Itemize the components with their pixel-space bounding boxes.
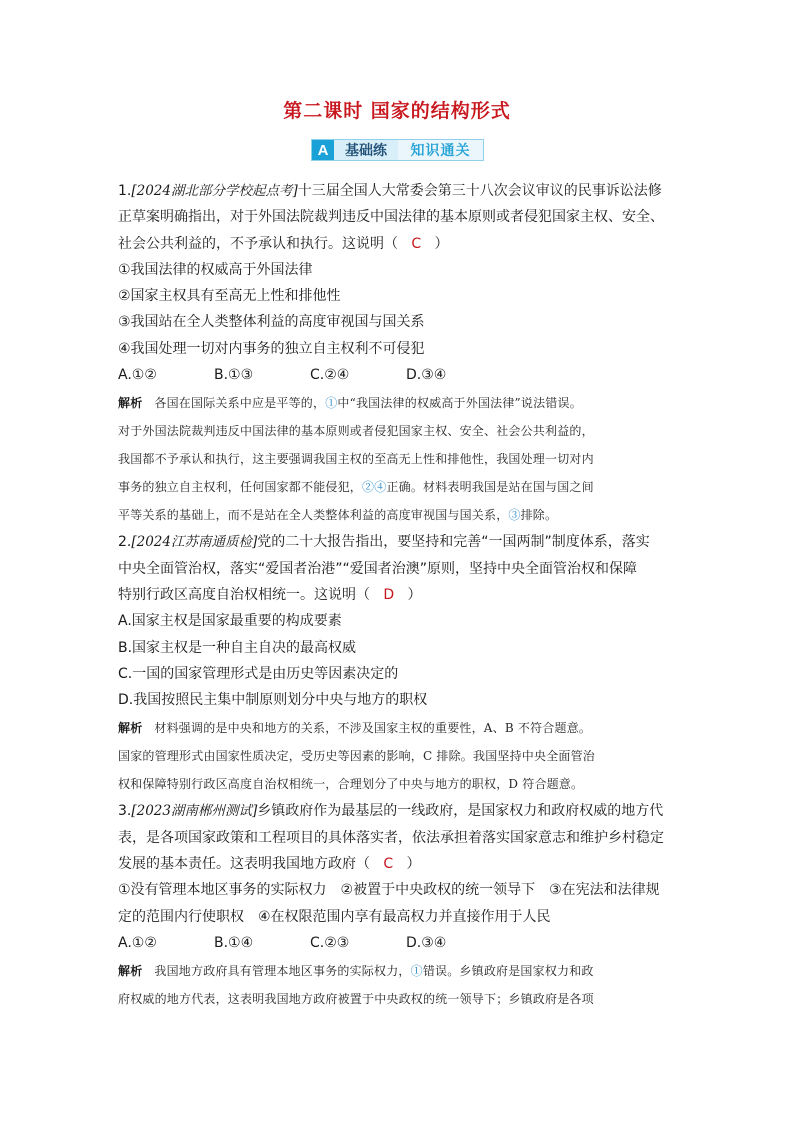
choice-item: ③我国站在全人类整体利益的高度审视国与国关系 bbox=[118, 314, 425, 331]
question-source: [2024湖北部分学校起点考] bbox=[131, 183, 298, 199]
question-stem-line bbox=[118, 529, 678, 555]
question-number: 2. bbox=[118, 534, 132, 551]
stem-text: 十三届全国人大常委会第三十八次会议审议的民事诉讼法修 bbox=[297, 183, 662, 199]
question-3 bbox=[118, 798, 678, 1013]
question-number: 3. bbox=[118, 803, 132, 820]
answer-options bbox=[118, 362, 678, 388]
explanation-ref: ① bbox=[410, 964, 423, 979]
explanation-line: 府权威的地方代表，这表明我国地方政府被置于中央政权的统一领导下；乡镇政府是各项 bbox=[118, 992, 594, 1007]
answer-mark: D bbox=[383, 586, 395, 603]
stem-text: ） bbox=[407, 586, 422, 603]
choice-item: 定的范围内行使职权 ④在权限范围内享有最高权力并直接作用于人民 bbox=[118, 908, 551, 925]
question-1 bbox=[118, 178, 678, 529]
explanation-line: 对于外国法院裁判违反中国法律的基本原则或者侵犯国家主权、安全、社会公共利益的， bbox=[118, 424, 594, 439]
question-stem-line: 正草案明确指出，对于外国法院裁判违反中国法律的基本原则或者侵犯国家主权、安全、 bbox=[118, 209, 664, 226]
page-title: 第二课时 国家的结构形式 bbox=[283, 100, 511, 122]
question-source: [2024江苏南通质检] bbox=[131, 534, 258, 551]
badge-label-basic: 基础练 bbox=[334, 140, 398, 160]
choice-item: A.国家主权是国家最重要的构成要素 bbox=[118, 613, 342, 630]
explanation-ref: ②④ bbox=[362, 480, 387, 495]
badge-label-knowledge: 知识通关 bbox=[398, 140, 483, 160]
choice-item: B.国家主权是一种自主自决的最高权威 bbox=[118, 639, 357, 656]
option-a: A.①② bbox=[118, 934, 157, 951]
explanation-label: 解析 bbox=[118, 721, 143, 736]
stem-text: 发展的基本责任。这表明我国地方政府（ bbox=[118, 856, 370, 873]
explanation-line bbox=[118, 501, 678, 529]
explanation-text: 错误。乡镇政府是国家权力和政 bbox=[422, 964, 594, 979]
answer-mark: C bbox=[411, 235, 422, 252]
question-list bbox=[118, 178, 678, 1013]
option-c: C.②④ bbox=[310, 367, 350, 384]
question-stem-line: 表，是各项国家政策和工程项目的具体落实者，依法承担着落实国家意志和维护乡村稳定 bbox=[118, 829, 664, 846]
question-stem-line bbox=[118, 582, 678, 608]
option-a: A.①② bbox=[118, 367, 157, 384]
option-b: B.①③ bbox=[214, 367, 254, 384]
choice-item: ④我国处理一切对内事务的独立自主权利不可侵犯 bbox=[118, 340, 425, 357]
explanation-line: 我国都不予承认和执行，这主要强调我国主权的至高无上性和排他性，我国处理一切对内 bbox=[118, 452, 594, 467]
stem-text: ） bbox=[434, 235, 449, 252]
explanation-text: 事务的独立自主权利，任何国家都不能侵犯， bbox=[118, 480, 363, 495]
explanation-line bbox=[118, 957, 678, 985]
choice-item: C.一国的国家管理形式是由历史等因素决定的 bbox=[118, 665, 399, 682]
badge-letter: A bbox=[312, 140, 334, 160]
choice-item: D.我国按照民主集中制原则划分中央与地方的职权 bbox=[118, 692, 428, 709]
choice-item: ②国家主权具有至高无上性和排他性 bbox=[118, 288, 341, 305]
option-c: C.②③ bbox=[310, 934, 350, 951]
question-stem-line bbox=[118, 231, 678, 257]
explanation-ref: ① bbox=[325, 396, 338, 411]
section-badge bbox=[311, 139, 484, 161]
question-number: 1. bbox=[118, 183, 132, 199]
answer-options bbox=[118, 930, 678, 956]
question-stem-line bbox=[118, 178, 678, 204]
option-b: B.①④ bbox=[214, 934, 254, 951]
explanation-text: 排除。 bbox=[520, 508, 558, 523]
explanation bbox=[118, 957, 678, 1013]
explanation-label: 解析 bbox=[118, 396, 143, 411]
explanation-text: 各国在国际关系中应是平等的， bbox=[154, 396, 326, 411]
choice-item: ①没有管理本地区事务的实际权力 ②被置于中央政权的统一领导下 ③在宪法和法律规 bbox=[118, 882, 660, 899]
explanation-line bbox=[118, 389, 678, 417]
explanation bbox=[118, 389, 678, 529]
answer-mark: C bbox=[383, 856, 394, 873]
question-source: [2023湖南郴州测试] bbox=[131, 803, 258, 820]
question-stem-line bbox=[118, 798, 678, 824]
explanation-text: 材料强调的是中央和地方的关系，不涉及国家主权的重要性，A、B 不符合题意。 bbox=[154, 721, 592, 736]
explanation-ref: ③ bbox=[508, 508, 521, 523]
explanation-line bbox=[118, 714, 678, 742]
stem-text: 党的二十大报告指出，要坚持和完善“一国两制”制度体系，落实 bbox=[257, 534, 650, 551]
explanation bbox=[118, 714, 678, 798]
explanation-label: 解析 bbox=[118, 964, 143, 979]
explanation-text: 平等关系的基础上，而不是站在全人类整体利益的高度审视国与国关系， bbox=[118, 508, 509, 523]
explanation-line: 权和保障特别行政区高度自治权相统一，合理划分了中央与地方的职权，D 符合题意。 bbox=[118, 777, 584, 792]
option-d: D.③④ bbox=[406, 934, 447, 951]
explanation-line: 国家的管理形式由国家性质决定，受历史等因素的影响，C 排除。我国坚持中央全面管治 bbox=[118, 749, 595, 764]
stem-text: 特别行政区高度自治权相统一。这说明（ bbox=[118, 586, 370, 603]
question-stem-line: 中央全面管治权，落实“爱国者治港”“爱国者治澳”原则，坚持中央全面管治权和保障 bbox=[118, 560, 638, 577]
option-d: D.③④ bbox=[406, 367, 447, 384]
stem-text: 社会公共利益的，不予承认和执行。这说明（ bbox=[118, 235, 398, 252]
explanation-line bbox=[118, 473, 678, 501]
question-stem-line bbox=[118, 851, 678, 877]
stem-text: ） bbox=[406, 856, 421, 873]
explanation-text: 我国地方政府具有管理本地区事务的实际权力， bbox=[154, 964, 411, 979]
explanation-text: 正确。材料表明我国是站在国与国之间 bbox=[386, 480, 594, 495]
choice-item: ①我国法律的权威高于外国法律 bbox=[118, 261, 313, 278]
explanation-text: 中“我国法律的权威高于外国法律”说法错误。 bbox=[337, 396, 582, 411]
stem-text: 乡镇政府作为最基层的一线政府，是国家权力和政府权威的地方代 bbox=[257, 803, 664, 820]
question-2 bbox=[118, 529, 678, 798]
